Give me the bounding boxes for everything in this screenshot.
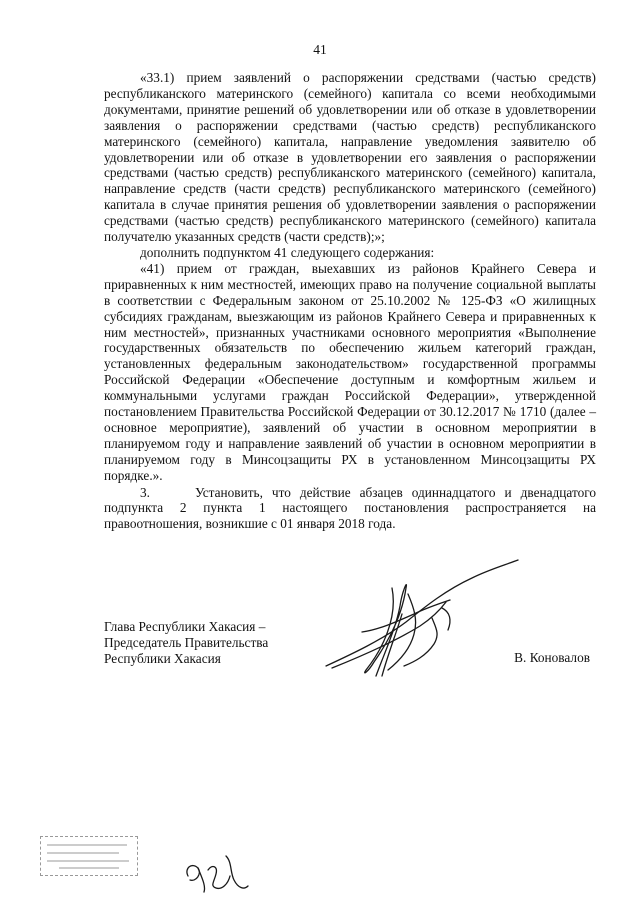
document-body xyxy=(104,70,596,546)
signer-position-line-3: Республики Хакасия xyxy=(104,650,221,666)
page-number: 41 xyxy=(313,42,327,57)
paragraph-33-1: «33.1) прием заявлений о распоряжении средствами (частью средств) республиканского материнского (семейного) капитала со всеми необходимыми документами, принятие решений об удовлетворении или об отказе в удовлетворении заявления о распоряжении средствами (частью средств) республиканского материнского (семейного) капитала, направление уведомления заявителю об удовлетворении или об отказе в удовлетворении его заявления о распоряжении средствами (частью средств) республиканского материнского (семейного) капитала, направление средств (части средств) республиканского материнского (семейного) капитала в случае принятия решения об удовлетворении заявления о распоряжении средствами (частью средств) республиканского материнского (семейного) капитала получателю указанных средств (части средств);»; xyxy=(104,70,596,245)
handwritten-signature-icon xyxy=(322,558,522,688)
handwritten-initials-icon xyxy=(182,850,252,894)
signer-position xyxy=(104,619,304,667)
paragraph-item-3: 3. Установить, что действие абзацев одиннадцатого и двенадцатого подпункта 2 пункта 1 настоящего постановления распространяется на правоотношения, возникшие с 01 января 2018 года. xyxy=(104,484,596,532)
signer-position-line-2: Председатель Правительства xyxy=(104,634,269,650)
paragraph-add-subitem: дополнить подпунктом 41 следующего содержания: xyxy=(140,244,435,260)
signer-position-line-1: Глава Республики Хакасия – xyxy=(104,619,266,634)
paragraph-41: «41) прием от граждан, выехавших из районов Крайнего Севера и приравненных к ним местностей, имеющих право на получение социальной выплаты в соответствии с Федеральным законом от 25.10.2002 № 125-ФЗ «О жилищных субсидиях гражданам, выезжающим из районов Крайнего Севера и приравненных к ним местностей», признанных участниками основного мероприятия «Выполнение государственных обязательств по обеспечению жильем категорий граждан, установленных федеральным законодательством» государственной программы Российской Федерации «Обеспечение доступным и комфортным жильем и коммунальными услугами граждан Российской Федерации», утвержденной постановлением Правительства Российской Федерации от 30.12.2017 № 1710 (далее – основное мероприятие), заявлений об участии в основном мероприятии в планируемом году и направление заявлений об участии в основном мероприятии в планируемом году в Минсоцзащиты РХ в установленном Минсоцзащиты РХ порядке.». xyxy=(104,260,596,483)
faded-stamp xyxy=(40,836,138,876)
signer-name: В. Коновалов xyxy=(514,650,590,665)
